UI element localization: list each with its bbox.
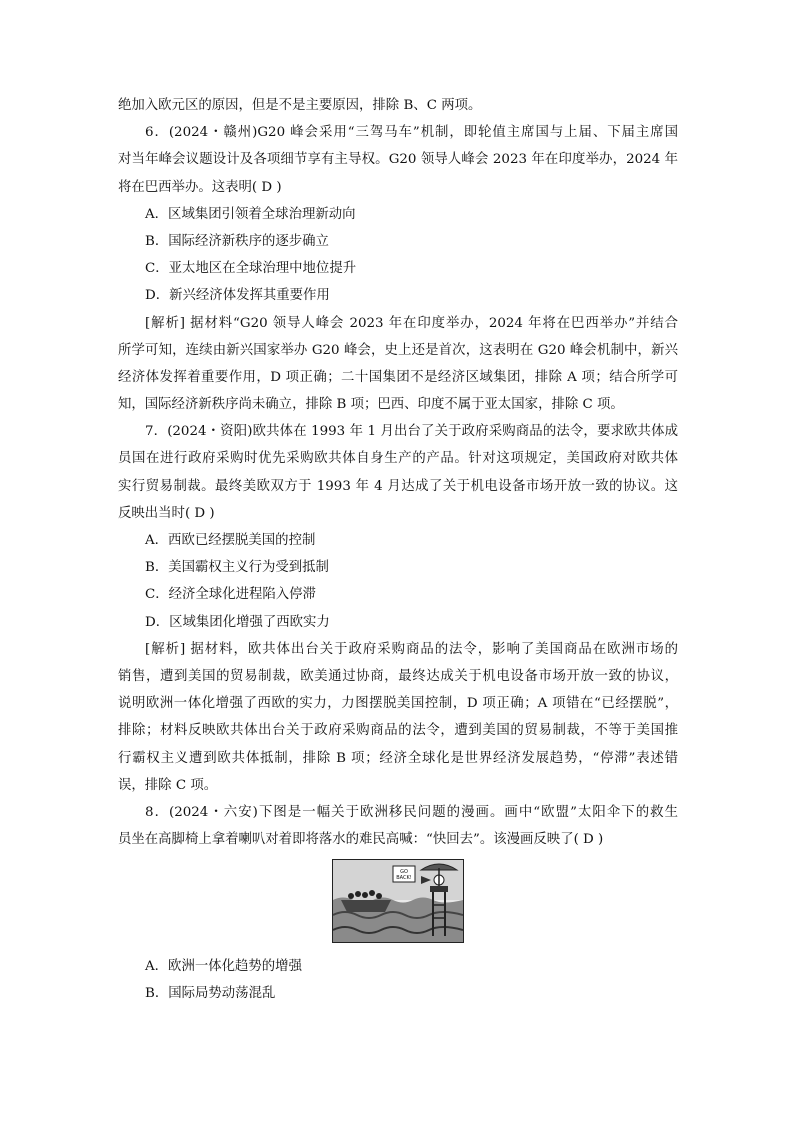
- question-7-stem: 员国在进行政府采购时优先采购欧共体自身生产的产品。针对这项规定，美国政府对欧共体: [118, 451, 678, 467]
- question-6-analysis: 经济体发挥着重要作用，D 项正确；二十国集团不是经济区域集团，排除 A 项；结合所学可: [118, 369, 678, 385]
- question-6-analysis: 所学可知，连续由新兴国家举办 G20 峰会，史上还是首次，这表明在 G20 峰会机制中，新兴: [118, 342, 678, 358]
- question-8-stem: 8．(2024・六安)下图是一幅关于欧洲移民问题的漫画。画中“欧盟”太阳伞下的救生: [145, 804, 678, 820]
- question-6-option-a: A．区域集团引领着全球治理新动向: [145, 206, 356, 222]
- document-page: [118, 92, 678, 1008]
- cartoon-lifeguard-refugee-boat-icon: [332, 859, 464, 943]
- question-8-option-a: A．欧洲一体化趋势的增强: [145, 959, 302, 975]
- question-7-option-d: D．区域集团化增强了西欧实力: [145, 614, 330, 630]
- text-line: 绝加入欧元区的原因，但是不是主要原因，排除 B、C 两项。: [118, 98, 482, 113]
- question-6-stem: 将在巴西举办。这表明( D ): [118, 179, 282, 195]
- question-6-option-c: C．亚太地区在全球治理中地位提升: [145, 261, 357, 277]
- question-6-stem: 6．(2024・赣州)G20 峰会采用“三驾马车”机制，即轮值主席国与上届、下届主席国: [145, 125, 678, 141]
- cartoon-figure: [118, 853, 678, 953]
- question-7-stem: 7．(2024・资阳)欧共体在 1993 年 1 月出台了关于政府采购商品的法令，要求欧共体成: [145, 424, 678, 440]
- question-7-analysis: 行霸权主义遭到欧共体抵制，排除 B 项；经济全球化是世界经济发展趋势，“停滞”表述错: [118, 750, 678, 766]
- question-6-option-b: B．国际经济新秩序的逐步确立: [145, 233, 329, 249]
- question-7-analysis: [解析] 据材料，欧共体出台关于政府采购商品的法令，影响了美国商品在欧洲市场的: [145, 641, 678, 657]
- question-8-option-b: B．国际局势动荡混乱: [145, 986, 276, 1002]
- question-7-analysis: 误，排除 C 项。: [118, 777, 218, 793]
- question-7-option-b: B．美国霸权主义行为受到抵制: [145, 560, 329, 576]
- question-7-stem: 反映出当时( D ): [118, 505, 215, 521]
- question-6-analysis: [解析] 据材料“G20 领导人峰会 2023 年在印度举办，2024 年将在巴西举办”并结合: [145, 315, 678, 331]
- svg-text:BACK!: BACK!: [396, 875, 412, 882]
- question-8-stem: 员坐在高脚椅上拿着喇叭对着即将落水的难民高喊：“快回去”。该漫画反映了( D ): [118, 832, 604, 848]
- question-7-option-a: A．西欧已经摆脱美国的控制: [145, 533, 316, 548]
- question-6-analysis: 知，国际经济新秩序尚未确立，排除 B 项；巴西、印度不属于亚太国家，排除 C 项。: [118, 397, 624, 413]
- question-7-analysis: 销售，遭到美国的贸易制裁，欧美通过协商，最终达成关于机电设备市场开放一致的协议，: [118, 668, 678, 684]
- question-7-analysis: 说明欧洲一体化增强了西欧的实力，力图摆脱美国控制，D 项正确；A 项错在“已经摆脱”，: [118, 696, 678, 712]
- question-7-analysis: 排除；材料反映欧共体出台关于政府采购商品的法令，遭到美国的贸易制裁，不等于美国推: [118, 723, 678, 739]
- question-7-stem: 实行贸易制裁。最终美欧双方于 1993 年 4 月达成了关于机电设备市场开放一致的协议。这: [118, 478, 678, 494]
- question-6-stem: 对当年峰会议题设计及各项细节享有主导权。G20 领导人峰会 2023 年在印度举办，2024 年: [118, 152, 678, 168]
- question-6-option-d: D．新兴经济体发挥其重要作用: [145, 288, 330, 304]
- svg-text:GO: GO: [400, 869, 408, 876]
- question-7-option-c: C．经济全球化进程陷入停滞: [145, 587, 316, 603]
